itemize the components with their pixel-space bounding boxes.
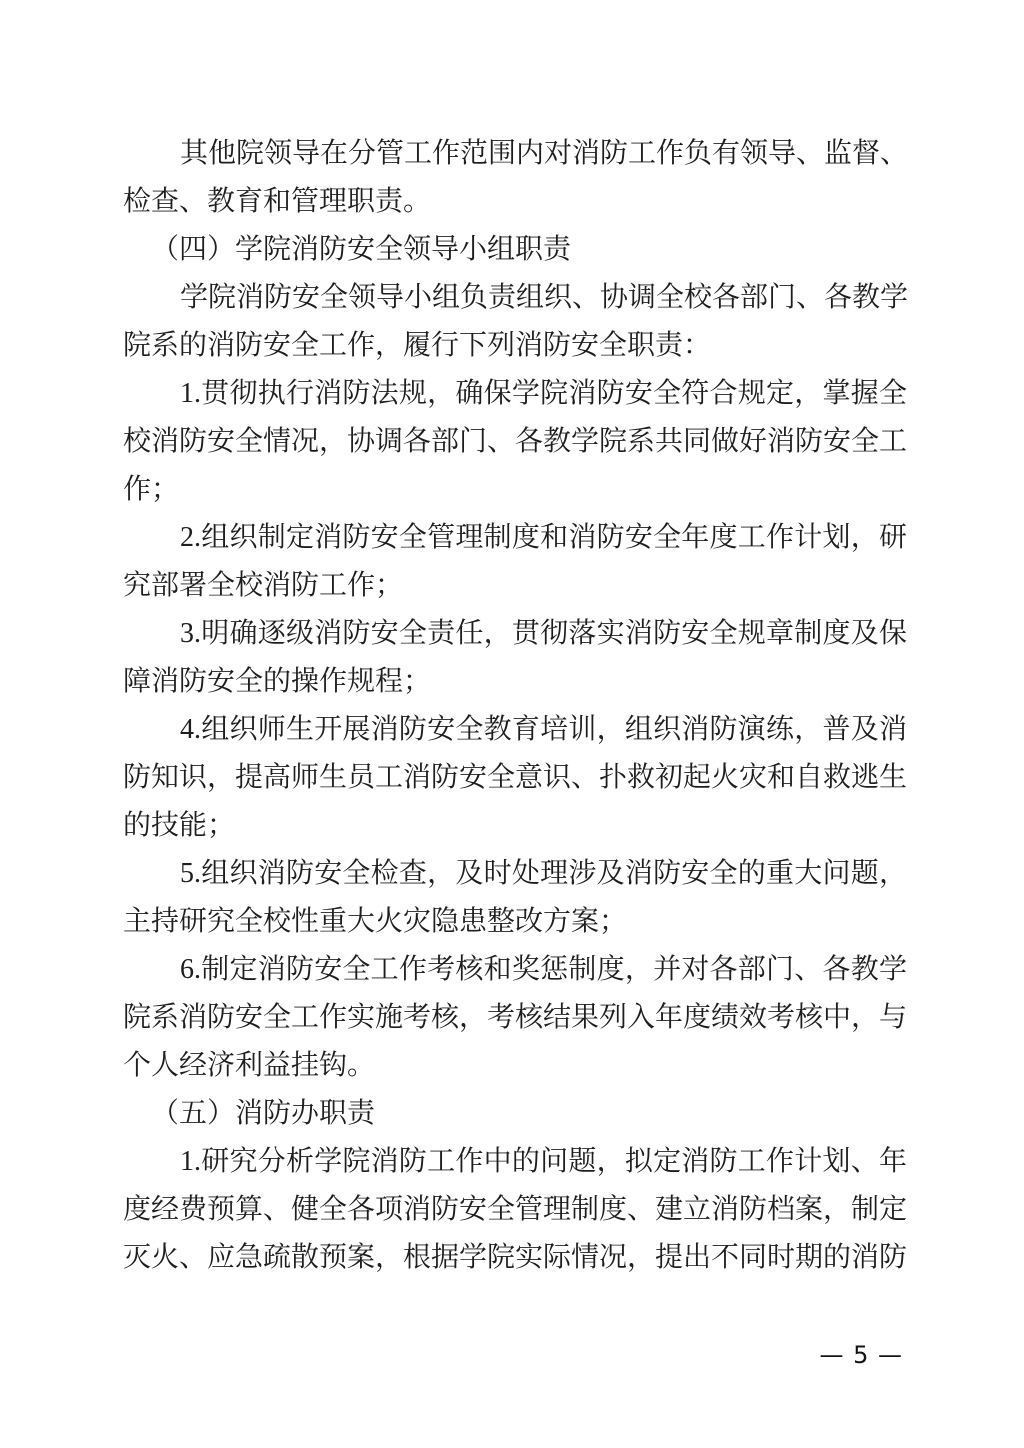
text-line: 个人经济利益挂钩。	[123, 1050, 376, 1081]
text-line: 院系消防安全工作实施考核，考核结果列入年度绩效考核中，与	[123, 1002, 908, 1033]
text-line: 2.组织制定消防安全管理制度和消防安全年度工作计划，研	[180, 522, 907, 553]
section-heading: （四）学院消防安全领导小组职责	[151, 234, 572, 265]
text-line: 主持研究全校性重大火灾隐患整改方案；	[123, 906, 628, 937]
document-body	[123, 130, 907, 1282]
text-line: 究部署全校消防工作；	[123, 570, 404, 601]
text-line: 4.组织师生开展消防安全教育培训，组织消防演练，普及消	[180, 714, 907, 745]
text-line: 其他院领导在分管工作范围内对消防工作负有领导、监督、	[180, 138, 909, 169]
text-line: 检查、教育和管理职责。	[123, 186, 432, 217]
text-line: 灭火、应急疏散预案，根据学院实际情况，提出不同时期的消防	[123, 1242, 908, 1273]
text-line: 作；	[123, 474, 180, 505]
text-line: 度经费预算、健全各项消防安全管理制度、建立消防档案，制定	[123, 1194, 908, 1225]
text-line: 1.研究分析学院消防工作中的问题，拟定消防工作计划、年	[180, 1146, 907, 1177]
text-line: 学院消防安全领导小组负责组织、协调全校各部门、各教学	[180, 282, 909, 313]
text-line: 1.贯彻执行消防法规，确保学院消防安全符合规定，掌握全	[180, 378, 907, 409]
page-number: — 5 —	[819, 1341, 903, 1369]
section-heading: （五）消防办职责	[151, 1098, 376, 1129]
text-line: 5.组织消防安全检查，及时处理涉及消防安全的重大问题，	[180, 858, 907, 889]
text-line: 3.明确逐级消防安全责任，贯彻落实消防安全规章制度及保	[180, 618, 907, 649]
text-line: 的技能；	[123, 810, 236, 841]
text-line: 6.制定消防安全工作考核和奖惩制度，并对各部门、各教学	[180, 954, 907, 985]
text-line: 障消防安全的操作规程；	[123, 666, 432, 697]
text-line: 防知识，提高师生员工消防安全意识、扑救初起火灾和自救逃生	[123, 762, 908, 793]
text-line: 校消防安全情况，协调各部门、各教学院系共同做好消防安全工	[123, 426, 908, 457]
text-line: 院系的消防安全工作，履行下列消防安全职责：	[123, 330, 712, 361]
